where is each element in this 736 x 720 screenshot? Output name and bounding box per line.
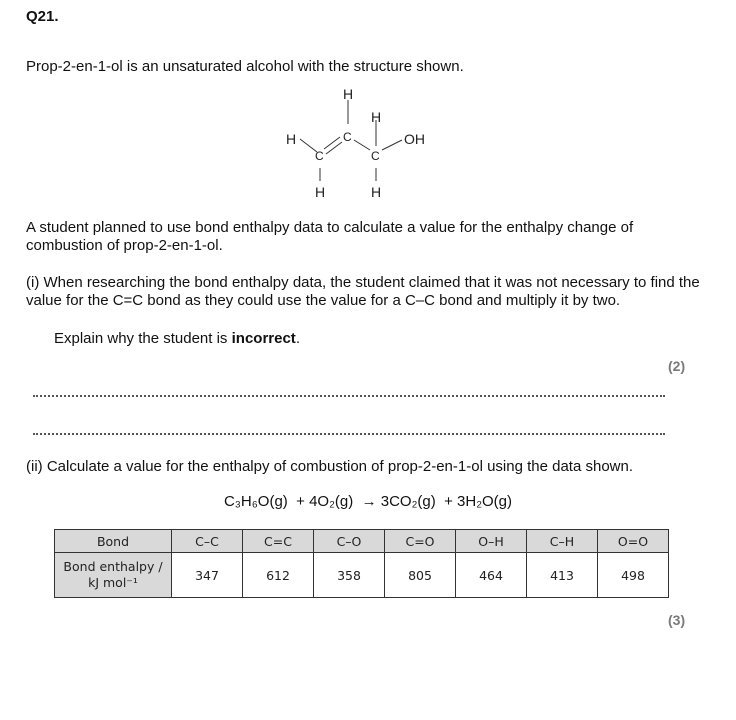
table-row bbox=[55, 553, 669, 598]
question-number: Q21. bbox=[26, 8, 59, 25]
atom-c3: C bbox=[371, 149, 380, 163]
table-cell-value: 498 bbox=[598, 553, 669, 598]
table-cell-bond: C=C bbox=[243, 530, 314, 553]
bond-line bbox=[354, 140, 370, 150]
atom-h-left: H bbox=[286, 131, 297, 147]
part-i-instruction bbox=[54, 330, 300, 347]
table-cell-value: 464 bbox=[456, 553, 527, 598]
bond-enthalpy-table bbox=[54, 529, 669, 598]
table-cell-bond: C–O bbox=[314, 530, 385, 553]
equation-product-1: 3CO₂(g) bbox=[380, 493, 436, 510]
table-cell-bond: C=O bbox=[385, 530, 456, 553]
double-bond-line bbox=[324, 137, 340, 149]
atom-h-bottom-left: H bbox=[315, 184, 326, 200]
structure-diagram bbox=[270, 84, 470, 204]
context-paragraph: A student planned to use bond enthalpy data to calculate a value for the enthalpy change of combustion of prop-2-en-1-ol. bbox=[26, 219, 634, 254]
atom-h-top: H bbox=[343, 86, 354, 102]
table-cell-bond: C–H bbox=[527, 530, 598, 553]
intro-text: Prop-2-en-1-ol is an unsaturated alcohol with the structure shown. bbox=[26, 58, 464, 75]
equation-product-2: + 3H₂O(g) bbox=[444, 493, 513, 510]
table-cell-value: 347 bbox=[172, 553, 243, 598]
atom-c2: C bbox=[343, 130, 352, 144]
atom-h-upper: H bbox=[371, 109, 382, 125]
part-ii-marks: (3) bbox=[668, 612, 686, 628]
equation-reactant-2: + 4O₂(g) bbox=[296, 493, 354, 510]
table-cell-bond: O=O bbox=[598, 530, 669, 553]
combustion-equation bbox=[0, 493, 736, 510]
table-row bbox=[55, 530, 669, 553]
bond-line bbox=[382, 140, 402, 150]
table-cell-value: 612 bbox=[243, 553, 314, 598]
atom-h-bottom-right: H bbox=[371, 184, 382, 200]
table-cell-bond: O–H bbox=[456, 530, 527, 553]
instruction-bold: incorrect bbox=[231, 330, 296, 347]
atom-oh: OH bbox=[404, 131, 425, 147]
equation-arrow: → bbox=[361, 493, 377, 510]
double-bond-line bbox=[326, 142, 342, 154]
table-cell-value: 805 bbox=[385, 553, 456, 598]
instruction-suffix: . bbox=[295, 330, 300, 347]
table-cell-value: 413 bbox=[527, 553, 598, 598]
part-i-text: (i) When researching the bond enthalpy data, the student claimed that it was not necessary to find the value for the C=C bond as they could use the value for a C–C bond and multiply it by two. bbox=[26, 274, 700, 309]
table-cell-value: 358 bbox=[314, 553, 385, 598]
equation-reactant-1: C₃H₆O(g) bbox=[223, 493, 288, 510]
part-i-marks: (2) bbox=[668, 358, 686, 374]
table-cell-bond: C–C bbox=[172, 530, 243, 553]
table-header-bond: Bond bbox=[55, 530, 172, 553]
atom-c1: C bbox=[315, 149, 324, 163]
answer-line-1[interactable] bbox=[33, 395, 665, 397]
part-ii-text: (ii) Calculate a value for the enthalpy of combustion of prop-2-en-1-ol using the data shown. bbox=[26, 458, 634, 475]
answer-line-2[interactable] bbox=[33, 433, 665, 435]
instruction-prefix: Explain why the student is bbox=[54, 330, 232, 347]
table-header-enthalpy: Bond enthalpy / kJ mol⁻¹ bbox=[55, 553, 172, 598]
